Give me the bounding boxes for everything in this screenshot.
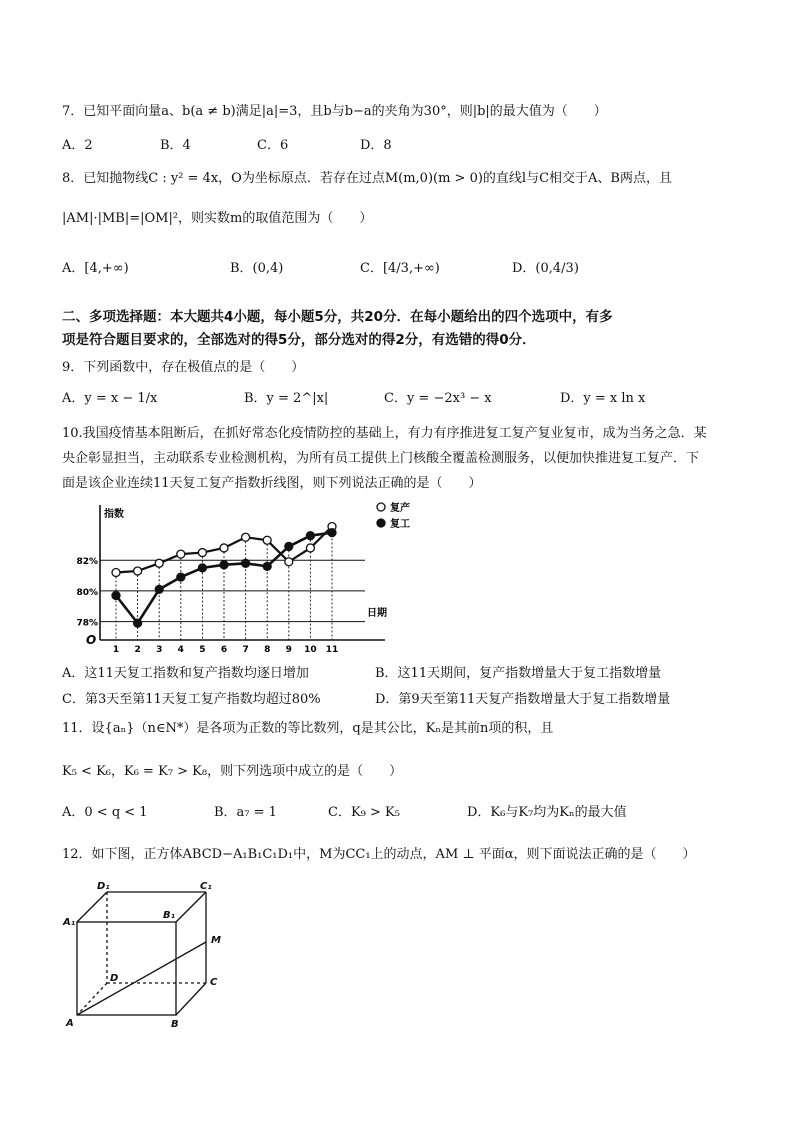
q7-stem: 7．已知平面向量a、b(a ≠ b)满足|a|=3，且b与b−a的夹角为30°，则|b|的最大值为（ ） <box>62 104 607 119</box>
data-point-复产 <box>155 559 163 567</box>
xtick-label: 2 <box>134 645 141 655</box>
data-point-复工 <box>242 559 250 567</box>
legend-marker-复产 <box>377 503 385 511</box>
data-point-复工 <box>220 561 228 569</box>
data-point-复工 <box>134 619 142 627</box>
q12-stem: 12．如下图，正方体ABCD−A₁B₁C₁D₁中，M为CC₁上的动点，AM ⊥ 平面α，则下面说法正确的是（ ） <box>62 847 696 862</box>
data-point-复工 <box>112 592 120 600</box>
x-axis-label: 日期 <box>367 608 387 619</box>
q11-option-c[interactable]: C．K₉ > K₅ <box>328 805 400 820</box>
data-point-复产 <box>285 558 293 566</box>
q9-option-c[interactable]: C．y = −2x³ − x <box>384 391 492 406</box>
label-a1: A₁ <box>63 917 76 928</box>
xtick-label: 5 <box>199 645 206 655</box>
data-point-复工 <box>263 562 271 570</box>
q9-option-a[interactable]: A．y = x − 1/x <box>62 391 158 406</box>
xtick-label: 1 <box>112 645 120 655</box>
data-point-复工 <box>155 585 163 593</box>
q8-condition: |AM|·|MB|=|OM|²，则实数m的取值范围为（ ） <box>62 211 373 226</box>
label-c1: C₁ <box>200 881 212 892</box>
data-point-复工 <box>198 564 206 572</box>
label-d: D <box>110 973 119 984</box>
q7-option-d[interactable]: D．8 <box>360 138 392 153</box>
q10-option-a[interactable]: A．这11天复工指数和复产指数均逐日增加 <box>62 666 309 681</box>
q10-option-d[interactable]: D．第9天至第11天复产指数增量大于复工指数增量 <box>375 692 671 707</box>
section2-line1: 二、多项选择题：本大题共4小题，每小题5分，共20分．在每小题给出的四个选项中，有多 <box>62 309 613 325</box>
xtick-label: 7 <box>242 645 249 655</box>
q10-line1: 10.我国疫情基本阻断后，在抓好常态化疫情防控的基础上，有力有序推进复工复产复业复市，成为当务之急．某 <box>62 426 707 441</box>
ytick-label: 78% <box>76 618 98 629</box>
q8-stem: 8．已知抛物线C : y² = 4x，O为坐标原点．若存在过点M(m,0)(m > 0)的直线l与C相交于A、B两点，且 <box>62 171 672 186</box>
q10-option-b[interactable]: B．这11天期间，复产指数增量大于复工指数增量 <box>375 666 662 681</box>
xtick-label: 9 <box>285 645 292 655</box>
data-point-复产 <box>306 544 314 552</box>
label-a: A <box>66 1018 74 1029</box>
q9-stem: 9．下列函数中，存在极值点的是（ ） <box>62 360 305 375</box>
q7-option-b[interactable]: B．4 <box>160 138 191 153</box>
q11-option-b[interactable]: B．a₇ = 1 <box>214 805 277 820</box>
label-m: M <box>211 935 221 946</box>
q11-option-d[interactable]: D．K₆与K₇均为Kₙ的最大值 <box>467 805 627 820</box>
q8-option-d[interactable]: D．(0,4/3) <box>512 261 579 276</box>
cube-figure <box>60 880 230 1030</box>
ytick-label: 82% <box>76 557 98 568</box>
q8-option-b[interactable]: B．(0,4) <box>230 261 284 276</box>
data-point-复产 <box>134 567 142 575</box>
index-line-chart <box>75 495 420 655</box>
q9-option-d[interactable]: D．y = x ln x <box>560 391 646 406</box>
xtick-label: 4 <box>177 645 184 655</box>
q9-option-b[interactable]: B．y = 2^|x| <box>244 391 329 406</box>
label-b: B <box>171 1019 179 1030</box>
label-d1: D₁ <box>97 881 110 892</box>
legend-marker-复工 <box>377 519 385 527</box>
xtick-label: 8 <box>264 645 271 655</box>
label-b1: B₁ <box>163 910 176 921</box>
data-point-复产 <box>177 550 185 558</box>
data-point-复工 <box>177 573 185 581</box>
q11-stem-a: 11．设{aₙ}（n∈N*）是各项为正数的等比数列，q是其公比，Kₙ是其前n项的积，且 <box>62 721 554 736</box>
data-point-复工 <box>306 532 314 540</box>
data-point-复工 <box>328 529 336 537</box>
xtick-label: 3 <box>156 645 163 655</box>
q8-option-a[interactable]: A．[4,+∞) <box>62 261 129 276</box>
q7-option-c[interactable]: C．6 <box>257 138 289 153</box>
data-point-复工 <box>285 542 293 550</box>
legend-label-复工: 复工 <box>390 519 410 530</box>
q10-line3: 面是该企业连续11天复工复产指数折线图，则下列说法正确的是（ ） <box>62 476 482 491</box>
q11-stem-b: K₅ < K₆，K₆ = K₇ > K₈，则下列选项中成立的是（ ） <box>62 764 403 779</box>
q10-option-c[interactable]: C．第3天至第11天复工复产指数均超过80% <box>62 692 321 707</box>
y-axis-label: 指数 <box>104 509 124 520</box>
label-c: C <box>210 977 218 988</box>
data-point-复产 <box>112 569 120 577</box>
ytick-label: 80% <box>76 587 98 598</box>
q8-option-c[interactable]: C．[4/3,+∞) <box>360 261 440 276</box>
origin-label: O <box>86 633 97 647</box>
legend-label-复产: 复产 <box>390 503 410 514</box>
xtick-label: 6 <box>220 645 228 655</box>
data-point-复产 <box>263 536 271 544</box>
data-point-复产 <box>198 549 206 557</box>
q10-line2: 央企彰显担当，主动联系专业检测机构，为所有员工提供上门核酸全覆盖检测服务，以便加快推进复工复产．下 <box>62 451 700 466</box>
xtick-label: 11 <box>325 645 339 655</box>
data-point-复产 <box>242 533 250 541</box>
q7-option-a[interactable]: A．2 <box>62 138 93 153</box>
section2-line2: 项是符合题目要求的，全部选对的得5分，部分选对的得2分，有选错的得0分． <box>62 332 536 348</box>
xtick-label: 10 <box>304 645 317 655</box>
data-point-复产 <box>220 544 228 552</box>
q11-option-a[interactable]: A．0 < q < 1 <box>62 805 148 820</box>
